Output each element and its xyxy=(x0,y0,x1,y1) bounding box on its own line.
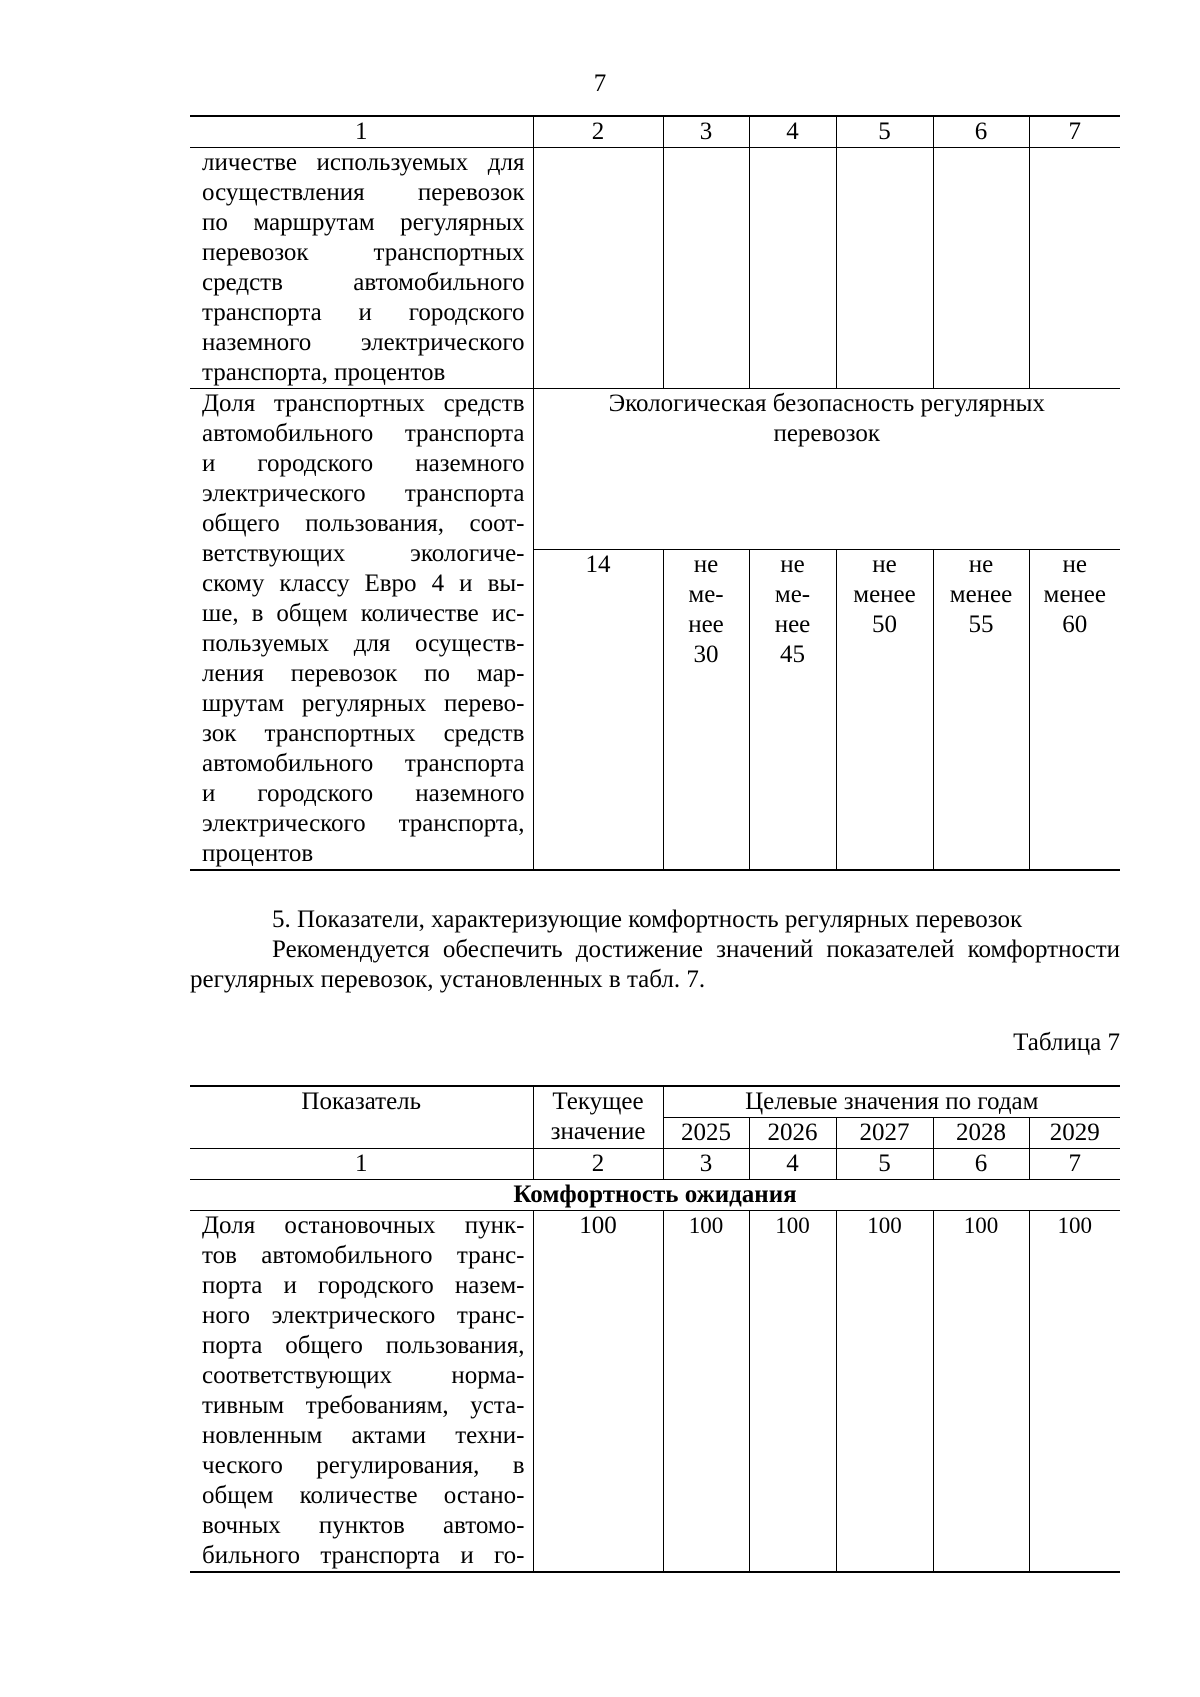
value-line: 60 xyxy=(1062,610,1088,638)
text-line: новленным актами техни- xyxy=(202,1422,525,1449)
text-line: ветствующих экологиче- xyxy=(202,540,525,567)
value-line: ме- xyxy=(774,580,811,608)
value-line: не xyxy=(872,550,897,578)
header-row xyxy=(190,1086,1120,1118)
value-line: 50 xyxy=(872,610,897,638)
empty-cell xyxy=(749,148,836,389)
text-line: перевозок транспортных xyxy=(202,239,525,266)
col-number: 4 xyxy=(749,116,836,148)
text-line: автомобильного транспорта xyxy=(202,420,525,447)
col-number: 7 xyxy=(1029,1149,1120,1180)
text-line: шрутам регулярных перево- xyxy=(202,690,525,717)
text-line: ного электрического транс- xyxy=(202,1302,525,1329)
header-line: Текущее xyxy=(552,1088,644,1115)
indicator-header: Показатель xyxy=(190,1086,533,1149)
section-row xyxy=(190,1180,1120,1211)
text-line: автомобильного транспорта xyxy=(202,750,525,777)
text-line: тивным требованиям, уста- xyxy=(202,1392,525,1419)
text-line: пользуемых для осуществ- xyxy=(202,630,525,657)
col-number: 1 xyxy=(190,1149,533,1180)
current-value: 100 xyxy=(533,1211,663,1573)
current-value-header xyxy=(533,1086,663,1149)
section-title: Комфортность ожидания xyxy=(190,1180,1120,1211)
text-line: и городского наземного xyxy=(202,450,525,477)
text-line: личестве используемых для xyxy=(202,149,525,176)
value-line: менее xyxy=(853,580,916,608)
text-line: ческого регулирования, в xyxy=(202,1452,525,1479)
section-5-text xyxy=(190,905,1120,995)
target-value xyxy=(933,549,1029,870)
text-line: тов автомобильного транс- xyxy=(202,1242,525,1269)
col-number: 2 xyxy=(533,116,663,148)
indicator-cell xyxy=(190,148,533,389)
text-line: зок транспортных средств xyxy=(202,720,525,747)
table-7 xyxy=(190,1085,1120,1573)
text-line: бильного транспорта и го- xyxy=(202,1542,525,1569)
value-line: не xyxy=(780,550,805,578)
current-value: 14 xyxy=(533,549,663,870)
page-number: 7 xyxy=(593,70,607,97)
col-number: 5 xyxy=(836,116,933,148)
col-number: 3 xyxy=(663,1149,749,1180)
value-line: не xyxy=(693,550,719,578)
col-number: 7 xyxy=(1029,116,1120,148)
value-line: 45 xyxy=(780,640,805,668)
year-header: 2026 xyxy=(749,1118,836,1149)
empty-cell xyxy=(933,148,1029,389)
value-line: ме- xyxy=(688,580,724,608)
value-line: менее xyxy=(1043,580,1106,608)
text-line: общего пользования, соот- xyxy=(202,510,525,537)
col-number: 5 xyxy=(836,1149,933,1180)
text-line: и городского наземного xyxy=(202,780,525,807)
text-line: наземного электрического xyxy=(202,329,525,356)
table-caption: Таблица 7 xyxy=(1013,1029,1120,1056)
target-value xyxy=(1029,549,1120,870)
text-line: Доля транспортных средств xyxy=(202,390,525,417)
text-line: ления перевозок по мар- xyxy=(202,660,525,687)
section-heading: 5. Показатели, характеризующие комфортность регулярных перевозок xyxy=(272,906,1023,933)
target-value: 100 xyxy=(836,1211,933,1573)
value-line: 30 xyxy=(693,640,719,668)
value-line: не xyxy=(968,550,994,578)
col-number: 1 xyxy=(190,116,533,148)
empty-cell xyxy=(1029,148,1120,389)
value-line: нее xyxy=(688,610,724,638)
table-row xyxy=(190,148,1120,389)
year-header: 2028 xyxy=(933,1118,1029,1149)
text-line: процентов xyxy=(202,840,314,867)
target-values-header: Целевые значения по годам xyxy=(663,1086,1120,1118)
col-number: 6 xyxy=(933,116,1029,148)
text-line: скому классу Евро 4 и вы- xyxy=(202,570,525,597)
table-6-continuation xyxy=(190,115,1120,871)
text-line: средств автомобильного xyxy=(202,269,525,296)
column-number-row xyxy=(190,1149,1120,1180)
header-line: значение xyxy=(550,1118,646,1145)
col-number: 3 xyxy=(663,116,749,148)
year-header: 2029 xyxy=(1029,1118,1120,1149)
text-line: транспорта, процентов xyxy=(202,359,446,386)
section-title: Экологическая безопасность регулярных перевозок xyxy=(533,389,1120,550)
table-row xyxy=(190,1211,1120,1573)
col-number: 4 xyxy=(749,1149,836,1180)
text-line: Доля остановочных пунк- xyxy=(202,1212,525,1239)
empty-cell xyxy=(836,148,933,389)
indicator-cell xyxy=(190,1211,533,1573)
target-value xyxy=(749,549,836,870)
empty-cell xyxy=(663,148,749,389)
text-line: по маршрутам регулярных xyxy=(202,209,525,236)
target-value xyxy=(836,549,933,870)
year-header: 2025 xyxy=(663,1118,749,1149)
text-line: ше, в общем количестве ис- xyxy=(202,600,525,627)
value-line: не xyxy=(1062,550,1087,578)
value-line: 55 xyxy=(968,610,994,638)
paragraph: Рекомендуется обеспечить достижение значений показателей комфортности регулярных перевозок, установленных в табл. 7. xyxy=(190,936,1120,993)
target-value: 100 xyxy=(1029,1211,1120,1573)
target-value: 100 xyxy=(933,1211,1029,1573)
text-line: вочных пунктов автомо- xyxy=(202,1512,525,1539)
target-value: 100 xyxy=(749,1211,836,1573)
col-number: 6 xyxy=(933,1149,1029,1180)
value-line: нее xyxy=(774,610,811,638)
indicator-cell xyxy=(190,389,533,871)
target-value xyxy=(663,549,749,870)
text-line: электрического транспорта xyxy=(202,480,525,507)
text-line: соответствующих норма- xyxy=(202,1362,525,1389)
col-number: 2 xyxy=(533,1149,663,1180)
year-header: 2027 xyxy=(836,1118,933,1149)
value-line: менее xyxy=(949,580,1013,608)
text-line: порта и городского назем- xyxy=(202,1272,525,1299)
text-line: общем количестве остано- xyxy=(202,1482,525,1509)
text-line: транспорта и городского xyxy=(202,299,525,326)
target-value: 100 xyxy=(663,1211,749,1573)
column-number-row xyxy=(190,116,1120,148)
text-line: порта общего пользования, xyxy=(202,1332,525,1359)
text-line: осуществления перевозок xyxy=(202,179,525,206)
table-row xyxy=(190,389,1120,550)
text-line: электрического транспорта, xyxy=(202,810,525,837)
empty-cell xyxy=(533,148,663,389)
